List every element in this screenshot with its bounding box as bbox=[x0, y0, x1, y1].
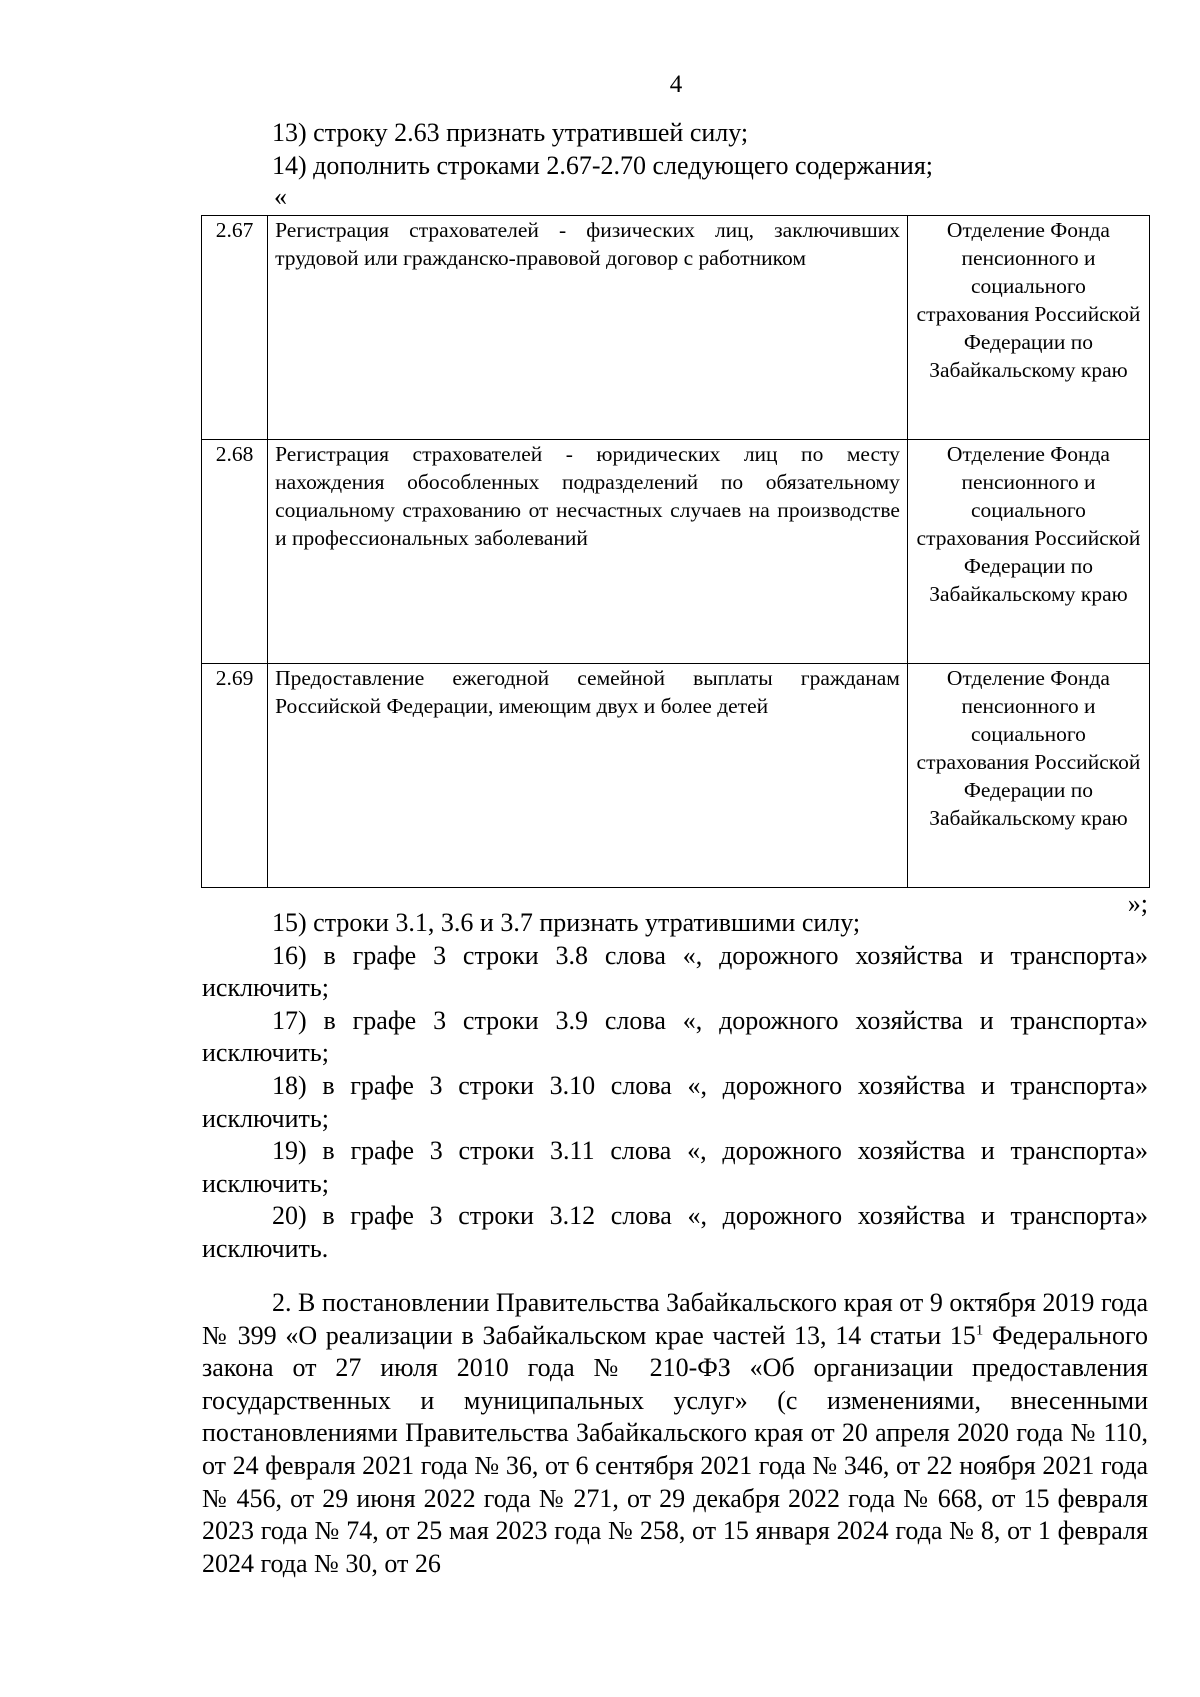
row-number: 2.67 bbox=[202, 216, 268, 440]
row-description: Предоставление ежегодной семейной выплаты гражданам Российской Федерации, имеющим двух и более детей bbox=[268, 664, 908, 888]
item-15: 15) строки 3.1, 3.6 и 3.7 признать утратившими силу; bbox=[272, 908, 861, 937]
item-19: 19) в графе 3 строки 3.11 слова «, дорожного хозяйства и транспорта» исключить; bbox=[202, 1136, 1148, 1198]
section-2-paragraph bbox=[202, 1287, 1148, 1580]
items-after-table bbox=[202, 907, 1148, 1266]
section-2-text-start: 2. В постановлении Правительства Забайкальского края от 9 октября 2019 года № 399 «О реализации в Забайкальском крае частей 13, 14 статьи 15 bbox=[202, 1288, 1148, 1350]
section-2-text-end: Федерального закона от 27 июля 2010 года № 210-ФЗ «Об организации предоставления государственных и муниципальных услуг» (с изменениями, внесенными постановлениями Правительства Забайкальского края от 20 апреля 2020 года № 110, от 24 февраля 2021 года № 36, от 6 сентября 2021 года № 346, от 22 ноября 2021 года № 456, от 29 июня 2022 года № 271, от 29 декабря 2022 года № 668, от 15 февраля 2023 года № 74, от 25 мая 2023 года № 258, от 15 января 2024 года № 8, от 1 февраля 2024 года № 30, от 26 bbox=[202, 1320, 1148, 1578]
row-organization: Отделение Фонда пенсионного и социального страхования Российской Федерации по Забайкальскому краю bbox=[907, 664, 1149, 888]
item-16: 16) в графе 3 строки 3.8 слова «, дорожного хозяйства и транспорта» исключить; bbox=[202, 940, 1148, 1003]
item-18: 18) в графе 3 строки 3.10 слова «, дорожного хозяйства и транспорта» исключить; bbox=[202, 1070, 1148, 1133]
row-description: Регистрация страхователей - физических лиц, заключивших трудовой или гражданско-правовой договор с работником bbox=[268, 216, 908, 440]
row-number: 2.68 bbox=[202, 440, 268, 664]
table-row bbox=[202, 664, 1150, 888]
item-13: 13) строку 2.63 признать утратившей силу; bbox=[272, 118, 749, 147]
item-20: 20) в графе 3 строки 3.12 слова «, дорожного хозяйства и транспорта» исключить. bbox=[202, 1201, 1148, 1263]
row-organization: Отделение Фонда пенсионного и социального страхования Российской Федерации по Забайкальскому краю bbox=[907, 216, 1149, 440]
section-2 bbox=[202, 1287, 1148, 1580]
open-quote: « bbox=[274, 182, 287, 211]
table-row bbox=[202, 216, 1150, 440]
page-number: 4 bbox=[669, 71, 683, 98]
row-number: 2.69 bbox=[202, 664, 268, 888]
row-organization: Отделение Фонда пенсионного и социального страхования Российской Федерации по Забайкальскому краю bbox=[907, 440, 1149, 664]
item-14: 14) дополнить строками 2.67-2.70 следующего содержания; bbox=[272, 150, 934, 180]
row-description: Регистрация страхователей - юридических лиц по месту нахождения обособленных подразделений по обязательному социальному страхованию от несчастных случаев на производстве и профессиональных заболеваний bbox=[268, 440, 908, 664]
services-table bbox=[201, 215, 1150, 888]
table-row bbox=[202, 440, 1150, 664]
item-17: 17) в графе 3 строки 3.9 слова «, дорожного хозяйства и транспорта» исключить; bbox=[202, 1005, 1148, 1068]
article-superscript: 1 bbox=[975, 1321, 984, 1338]
close-quote: »; bbox=[1127, 889, 1148, 918]
items-before-table bbox=[202, 117, 1148, 182]
